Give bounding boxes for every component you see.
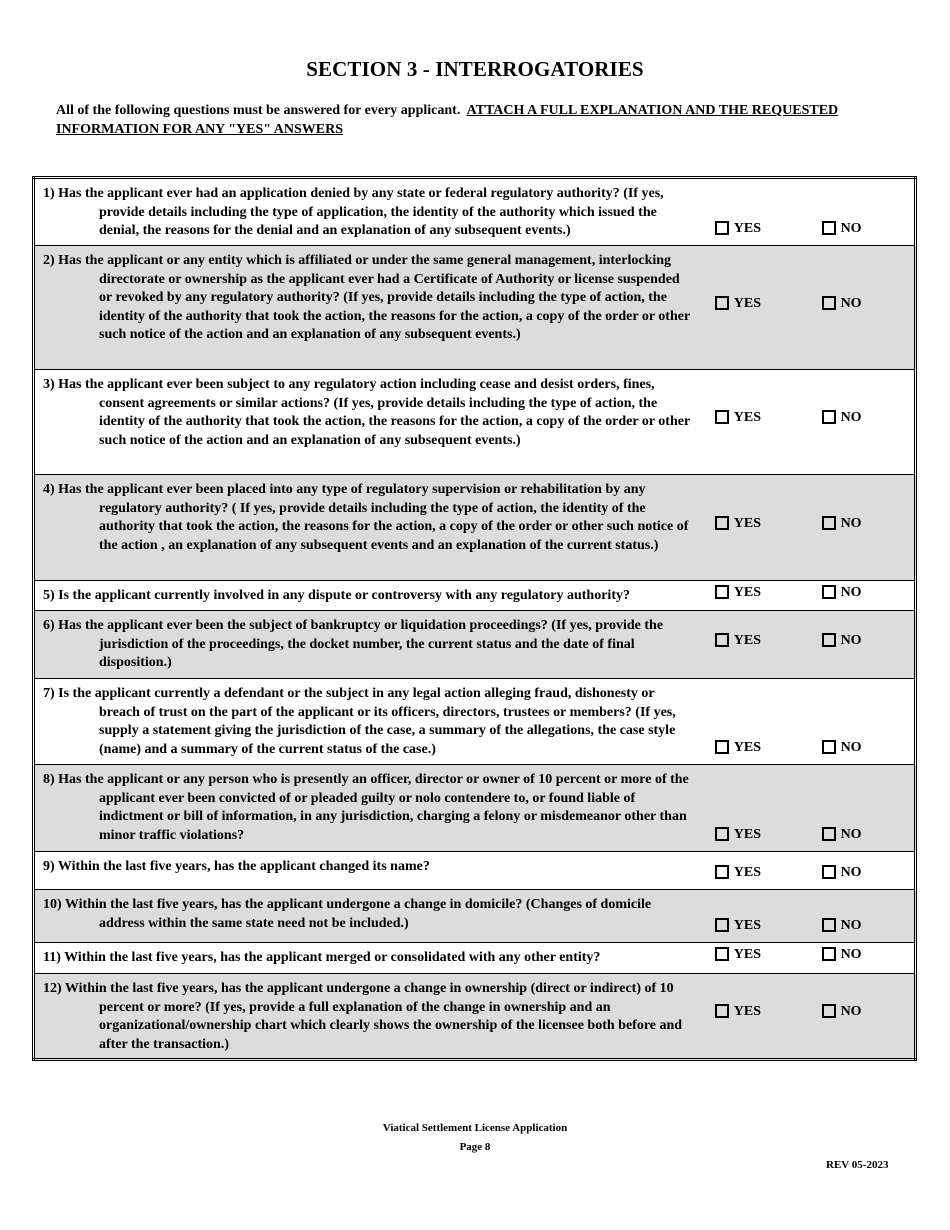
checkbox-icon: [822, 221, 836, 235]
checkbox-icon: [715, 865, 729, 879]
yes-checkbox-7[interactable]: YES: [715, 740, 808, 756]
question-row-12: [34, 974, 916, 1060]
question-row-1: [34, 178, 916, 246]
question-row-6: [34, 611, 916, 679]
checkbox-icon: [822, 827, 836, 841]
question-row-8: [34, 765, 916, 852]
footer-form-title: Viatical Settlement License Application: [382, 1122, 568, 1134]
question-row-10: [34, 890, 916, 943]
question-text-9: 9) Within the last five years, has the applicant changed its name?: [43, 859, 430, 874]
checkbox-icon: [822, 947, 836, 961]
checkbox-icon: [822, 296, 836, 310]
instructions-text: All of the following questions must be answered for every applicant.: [56, 103, 461, 118]
question-text-7: 7) Is the applicant currently a defendant or the subject in any legal action alleging fraud, dishonesty or breach of trust on the part of the applicant or its officers, directors, trustees or members? (If yes, supply a statement giving the jurisdiction of the case, a summary of the allegations, the case style (name) and a summary of the current status of the case.): [43, 686, 676, 757]
no-checkbox-3[interactable]: NO: [822, 410, 914, 426]
yes-checkbox-11[interactable]: YES: [715, 947, 808, 963]
checkbox-icon: [822, 585, 836, 599]
question-text-12: 12) Within the last five years, has the applicant undergone a change in ownership (direct or indirect) of 10 percent or more? (If yes, provide a full explanation of the change in ownership and an organizational/ownership chart which clearly shows the ownership of the licensee both before and after the transaction.): [43, 981, 683, 1052]
no-checkbox-5[interactable]: NO: [822, 585, 914, 601]
yes-checkbox-3[interactable]: YES: [715, 410, 808, 426]
checkbox-icon: [822, 516, 836, 530]
checkbox-icon: [822, 633, 836, 647]
checkbox-icon: [822, 410, 836, 424]
checkbox-icon: [715, 918, 729, 932]
yes-checkbox-12[interactable]: YES: [715, 1004, 808, 1020]
no-checkbox-8[interactable]: NO: [822, 827, 914, 843]
checkbox-icon: [822, 918, 836, 932]
yes-checkbox-4[interactable]: YES: [715, 516, 808, 532]
no-checkbox-10[interactable]: NO: [822, 918, 914, 934]
yes-checkbox-8[interactable]: YES: [715, 827, 808, 843]
yes-checkbox-9[interactable]: YES: [715, 865, 808, 881]
checkbox-icon: [715, 516, 729, 530]
checkbox-icon: [822, 1004, 836, 1018]
checkbox-icon: [715, 947, 729, 961]
footer-page-number: Page 8: [459, 1141, 491, 1153]
question-row-11: [34, 943, 916, 974]
no-checkbox-4[interactable]: NO: [822, 516, 914, 532]
checkbox-icon: [715, 221, 729, 235]
checkbox-icon: [822, 865, 836, 879]
yes-checkbox-2[interactable]: YES: [715, 296, 808, 312]
question-text-5: 5) Is the applicant currently involved in any dispute or controversy with any regulatory authority?: [43, 588, 630, 603]
question-text-8: 8) Has the applicant or any person who is presently an officer, director or owner of 10 percent or more of the applicant ever been convicted of or pleaded guilty or nolo contendere to, or found liable of indictment or bill of information, in any jurisdiction, charging a felony or misdemeanor other than minor traffic violations?: [43, 772, 689, 843]
question-row-3: [34, 370, 916, 475]
checkbox-icon: [822, 740, 836, 754]
checkbox-icon: [715, 1004, 729, 1018]
question-row-7: [34, 679, 916, 765]
no-checkbox-2[interactable]: NO: [822, 296, 914, 312]
checkbox-icon: [715, 296, 729, 310]
no-checkbox-6[interactable]: NO: [822, 633, 914, 649]
footer-revision: REV 05-2023: [826, 1159, 889, 1171]
interrogatories-table: [32, 176, 917, 1061]
yes-checkbox-6[interactable]: YES: [715, 633, 808, 649]
page-title: SECTION 3 - INTERROGATORIES: [306, 57, 644, 81]
no-checkbox-9[interactable]: NO: [822, 865, 914, 881]
question-text-2: 2) Has the applicant or any entity which is affiliated or under the same general management, interlocking directorate or ownership as the applicant ever had a Certificate of Authority or license suspended or revoked by any regulatory authority? (If yes, provide details including the type of action, the identity of the authority that took the action, the reasons for the action, a copy of the order or other such notice of the action and an explanation of any subsequent events.): [43, 253, 690, 343]
question-text-1: 1) Has the applicant ever had an application denied by any state or federal regulatory authority? (If yes, provide details including the type of application, the identity of the authority which issued the denial, the reasons for the denial and an explanation of any subsequent events.): [43, 186, 664, 239]
instructions: [56, 102, 856, 139]
question-row-4: [34, 475, 916, 581]
yes-checkbox-5[interactable]: YES: [715, 585, 808, 601]
yes-checkbox-1[interactable]: YES: [715, 221, 808, 237]
question-row-9: [34, 852, 916, 890]
question-row-2: [34, 246, 916, 370]
checkbox-icon: [715, 740, 729, 754]
question-text-3: 3) Has the applicant ever been subject to any regulatory action including cease and desist orders, fines, consent agreements or similar actions? (If yes, provide details including the type of action, the identity of the authority that took the action, the reasons for the action, a copy of the order or other such notice of the action and an explanation of any subsequent events.): [43, 377, 690, 448]
question-text-6: 6) Has the applicant ever been the subject of bankruptcy or liquidation proceedings? (If yes, provide the jurisdiction of the proceedings, the docket number, the current status and the date of final disposition.): [43, 618, 664, 671]
question-text-4: 4) Has the applicant ever been placed into any type of regulatory supervision or rehabilitation by any regulatory authority? ( If yes, provide details including the type of action, the identity of the authority that took the action, the reasons for the action, a copy of the order or other such notice of the action , an explanation of any subsequent events and an explanation of the current status.): [43, 482, 689, 553]
no-checkbox-11[interactable]: NO: [822, 947, 914, 963]
no-checkbox-7[interactable]: NO: [822, 740, 914, 756]
yes-checkbox-10[interactable]: YES: [715, 918, 808, 934]
question-text-10: 10) Within the last five years, has the applicant undergone a change in domicile? (Changes of domicile address within the same state need not be included.): [43, 897, 652, 931]
checkbox-icon: [715, 585, 729, 599]
no-checkbox-12[interactable]: NO: [822, 1004, 914, 1020]
checkbox-icon: [715, 827, 729, 841]
checkbox-icon: [715, 633, 729, 647]
instructions-attach-note: ATTACH A FULL EXPLANATION AND THE REQUESTED INFORMATION FOR ANY "YES" ANSWERS: [56, 103, 839, 137]
question-text-11: 11) Within the last five years, has the applicant merged or consolidated with any other entity?: [43, 950, 601, 965]
no-checkbox-1[interactable]: NO: [822, 221, 914, 237]
checkbox-icon: [715, 410, 729, 424]
question-row-5: [34, 581, 916, 611]
